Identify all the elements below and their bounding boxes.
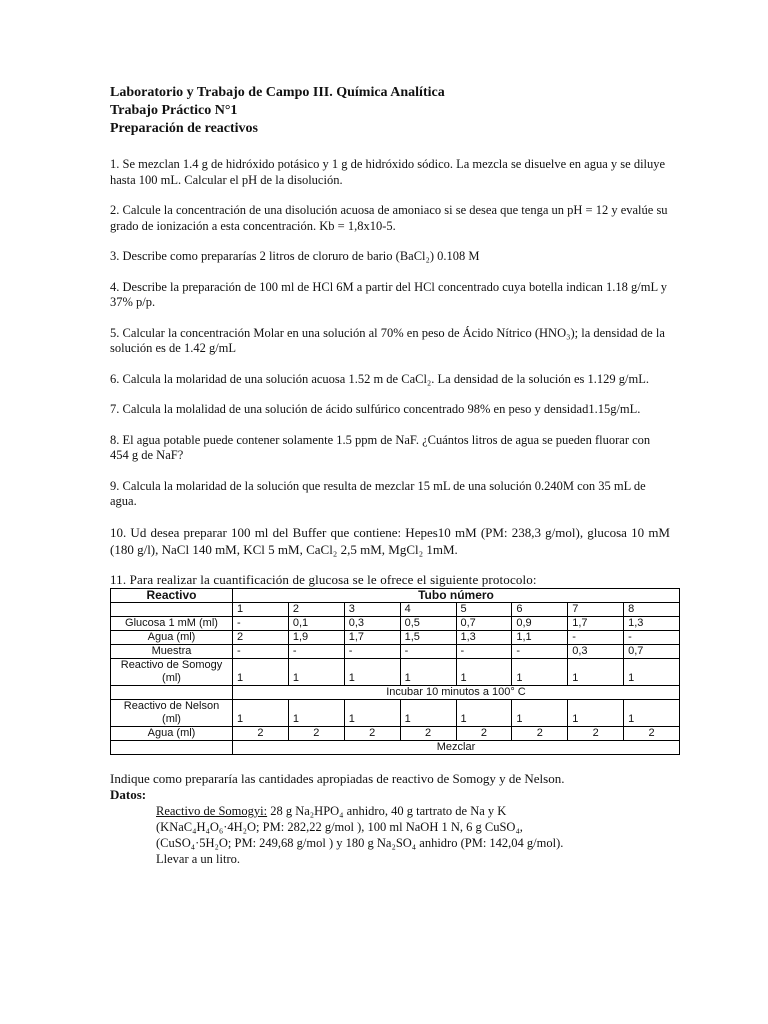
table-cell: 0,1 bbox=[288, 616, 344, 630]
somogyi-line-2: (KNaC₄H₄O₆·4H₂O; PM: 282,22 g/mol ), 100 ml NaOH 1 N, 6 g CuSO₄, bbox=[156, 819, 523, 834]
table-cell: 0,5 bbox=[400, 616, 456, 630]
row-label: Glucosa 1 mM (ml) bbox=[111, 616, 233, 630]
table-cell: 1 bbox=[456, 658, 512, 685]
table-cell: 1 bbox=[233, 699, 289, 726]
table-row bbox=[111, 699, 680, 726]
question-11: 11. Para realizar la cuantificación de glucosa se le ofrece el siguiente protocolo: bbox=[110, 571, 537, 587]
table-cell: 2 bbox=[233, 726, 289, 740]
row-label: Agua (ml) bbox=[111, 726, 233, 740]
table-cell: 1,1 bbox=[512, 630, 568, 644]
table-cell: 1,3 bbox=[624, 616, 680, 630]
table-cell: 1,7 bbox=[344, 630, 400, 644]
table-row bbox=[111, 616, 680, 630]
table-cell: 1 bbox=[344, 658, 400, 685]
table-row bbox=[111, 726, 680, 740]
table-cell: 1 bbox=[624, 658, 680, 685]
somogyi-line-4: Llevar a un litro. bbox=[156, 851, 240, 866]
tube-number: 8 bbox=[624, 602, 680, 616]
protocol-table bbox=[110, 588, 680, 755]
tube-number: 3 bbox=[344, 602, 400, 616]
tube-number: 4 bbox=[400, 602, 456, 616]
practical-topic: Preparación de reactivos bbox=[110, 121, 259, 136]
table-cell: 1 bbox=[288, 658, 344, 685]
table-cell: - bbox=[233, 616, 289, 630]
table-cell: 2 bbox=[568, 726, 624, 740]
table-cell: 0,7 bbox=[456, 616, 512, 630]
table-cell: - bbox=[344, 644, 400, 658]
somogyi-text-1: 28 g Na₂HPO₄ anhidro, 40 g tartrato de Na y K bbox=[267, 803, 507, 818]
table-cell: 2 bbox=[233, 630, 289, 644]
table-cell: 1 bbox=[568, 699, 624, 726]
tube-number-row bbox=[111, 602, 680, 616]
table-cell: 2 bbox=[624, 726, 680, 740]
table-cell: 1 bbox=[233, 658, 289, 685]
table-row bbox=[111, 658, 680, 685]
table-row bbox=[111, 644, 680, 658]
table-cell: 1 bbox=[456, 699, 512, 726]
question-5: 5. Calcular la concentración Molar en una solución al 70% en peso de Ácido Nítrico (HNO₃); la densidad de la solución es de 1.42 g/mL bbox=[110, 325, 665, 355]
table-cell: - bbox=[624, 630, 680, 644]
question-2: 2. Calcule la concentración de una disolución acuosa de amoniaco si se desea que tenga un pH = 12 y evalúe su grado de ionización a esta concentración. Kb = 1,8x10-5. bbox=[110, 203, 668, 233]
course-title: Laboratorio y Trabajo de Campo III. Química Analítica bbox=[110, 85, 445, 100]
tube-number: 5 bbox=[456, 602, 512, 616]
table-cell: 1 bbox=[288, 699, 344, 726]
row-label: Agua (ml) bbox=[111, 630, 233, 644]
incubate-row bbox=[111, 685, 680, 699]
table-cell: 1,9 bbox=[288, 630, 344, 644]
table-cell: 1 bbox=[400, 699, 456, 726]
instruction-text: Indique como prepararía las cantidades apropiadas de reactivo de Somogy y de Nelson. bbox=[110, 770, 565, 786]
table-cell: 1,3 bbox=[456, 630, 512, 644]
table-cell: - bbox=[568, 630, 624, 644]
header-reactivo: Reactivo bbox=[111, 588, 233, 602]
tube-number: 2 bbox=[288, 602, 344, 616]
question-3: 3. Describe como prepararías 2 litros de cloruro de bario (BaCl₂) 0.108 M bbox=[110, 249, 480, 263]
practical-number: Trabajo Práctico N°1 bbox=[110, 103, 238, 118]
somogyi-line-1 bbox=[156, 803, 670, 819]
row-label: Reactivo de Nelson (ml) bbox=[111, 699, 233, 726]
table-cell: - bbox=[233, 644, 289, 658]
table-cell: 1 bbox=[624, 699, 680, 726]
question-7: 7. Calcula la molalidad de una solución de ácido sulfúrico concentrado 98% en peso y densidad1.15g/mL. bbox=[110, 402, 641, 416]
table-cell: 2 bbox=[512, 726, 568, 740]
table-cell: 2 bbox=[400, 726, 456, 740]
document-page bbox=[110, 84, 670, 867]
tube-number: 6 bbox=[512, 602, 568, 616]
table-cell: 0,9 bbox=[512, 616, 568, 630]
tube-number: 1 bbox=[233, 602, 289, 616]
table-cell: - bbox=[288, 644, 344, 658]
somogyi-title: Reactivo de Somogyi: bbox=[156, 803, 268, 818]
table-header-row bbox=[111, 588, 680, 602]
table-cell: 0,3 bbox=[568, 644, 624, 658]
table-row bbox=[111, 630, 680, 644]
question-4: 4. Describe la preparación de 100 ml de HCl 6M a partir del HCl concentrado cuya botella indican 1.18 g/mL y 37% p/p. bbox=[110, 279, 668, 309]
table-cell: 2 bbox=[344, 726, 400, 740]
datos-label: Datos: bbox=[110, 786, 147, 802]
question-6: 6. Calcula la molaridad de una solución acuosa 1.52 m de CaCl₂. La densidad de la solución es 1.129 g/mL. bbox=[110, 371, 649, 386]
row-label: Muestra bbox=[111, 644, 233, 658]
question-8: 8. El agua potable puede contener solamente 1.5 ppm de NaF. ¿Cuántos litros de agua se pueden fluorar con 454 g de NaF? bbox=[110, 432, 651, 462]
mix-instruction: Mezclar bbox=[233, 740, 680, 754]
header-tubo-numero: Tubo número bbox=[233, 588, 680, 602]
table-cell: 0,7 bbox=[624, 644, 680, 658]
table-cell: 1,5 bbox=[400, 630, 456, 644]
table-cell: 1 bbox=[512, 658, 568, 685]
question-1: 1. Se mezclan 1.4 g de hidróxido potásico y 1 g de hidróxido sódico. La mezcla se disuelve en agua y se diluye hasta 100 mL. Calcular el pH de la disolución. bbox=[110, 157, 666, 187]
table-cell: 2 bbox=[288, 726, 344, 740]
table-cell: 1 bbox=[344, 699, 400, 726]
table-cell: 1,7 bbox=[568, 616, 624, 630]
table-cell: 1 bbox=[568, 658, 624, 685]
tube-number: 7 bbox=[568, 602, 624, 616]
row-label: Reactivo de Somogy (ml) bbox=[111, 658, 233, 685]
table-cell: 0,3 bbox=[344, 616, 400, 630]
table-cell: - bbox=[400, 644, 456, 658]
somogyi-line-3: (CuSO₄·5H₂O; PM: 249,68 g/mol ) y 180 g Na₂SO₄ anhidro (PM: 142,04 g/mol). bbox=[156, 835, 564, 850]
table-cell: 1 bbox=[512, 699, 568, 726]
mix-row bbox=[111, 740, 680, 754]
table-cell: 1 bbox=[400, 658, 456, 685]
table-cell: 2 bbox=[456, 726, 512, 740]
question-10: 10. Ud desea preparar 100 ml del Buffer que contiene: Hepes10 mM (PM: 238,3 g/mol), glucosa 10 mM (180 g/l), NaCl 140 mM, KCl 5 mM, CaCl₂ 2,5 mM, MgCl₂ 1mM. bbox=[110, 524, 670, 557]
question-9: 9. Calcula la molaridad de la solución que resulta de mezclar 15 mL de una solución 0.240M con 35 mL de agua. bbox=[110, 478, 646, 508]
table-cell: - bbox=[456, 644, 512, 658]
table-cell: - bbox=[512, 644, 568, 658]
incubate-instruction: Incubar 10 minutos a 100° C bbox=[233, 685, 680, 699]
